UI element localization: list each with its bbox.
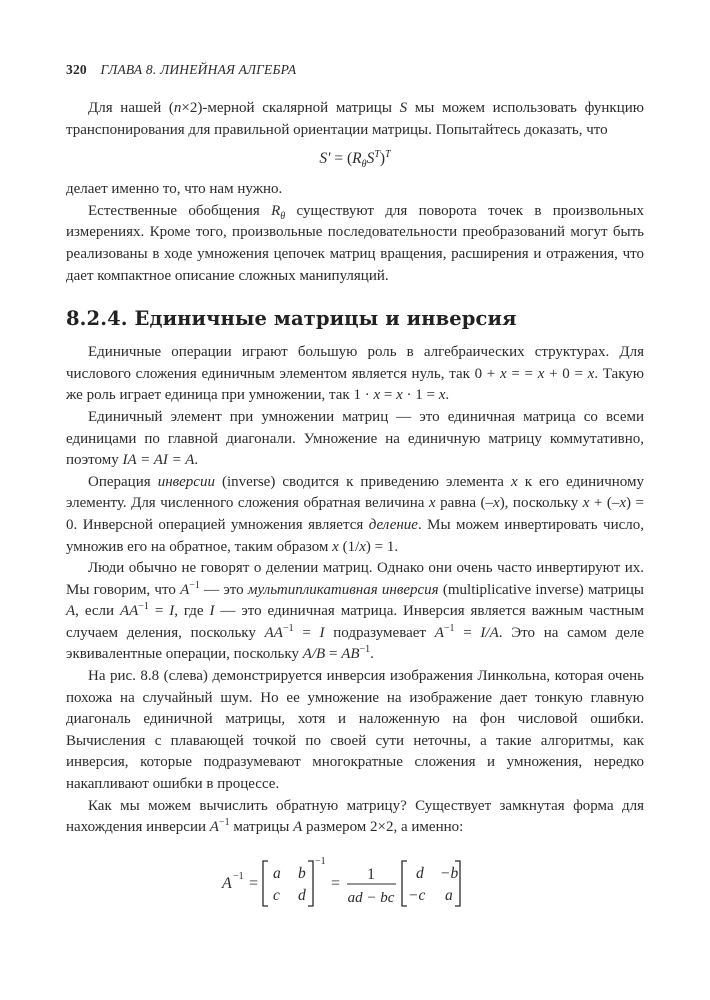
page-number: 320 xyxy=(66,62,87,77)
page-body xyxy=(66,98,644,913)
paragraph-generalizations: Естественные обобщения $R_\theta$ существуют для поворота точек в произвольных измерениях. Кроме того, произвольные последовательности преобразований могут быть реализованы в ходе умножения цепочек матриц вращения, расширения и отражения, что дает компактное описание сложных манипуляций. xyxy=(66,202,644,284)
matrix1-sup: −1 xyxy=(315,855,326,867)
paragraph-closed-form: Как мы можем вычислить обратную матрицу? Существует замкнутая форма для нахождения инверсии $A^{-1}$ матрицы A размером 2×2, а именно: xyxy=(66,797,644,836)
paragraph-lincoln-figure: На рис. 8.8 (слева) демонстрируется инверсия изображения Линкольна, которая очень похожа на случайный шум. Но ее умножение на изображение дает тонкую главную диагональ единичной матрицы, хотя и наложенную на фон числовой ошибки. Вычисления с плавающей точкой по своей сути неточны, а такие алгоритмы, как инверсия, которые подразумевают многократные сложения и умножения, нередко накапливают ошибки в процессе. xyxy=(66,668,644,793)
matrix1-left-bracket xyxy=(263,861,268,906)
matrix2-cell-d: d xyxy=(416,864,424,882)
fraction-numerator: 1 xyxy=(367,865,375,883)
equals-2: = xyxy=(331,874,341,892)
matrix1-right-bracket xyxy=(308,861,313,906)
formula-inverse-svg xyxy=(216,853,496,913)
matrix1-cell-b: b xyxy=(298,864,306,882)
lhs-sup: −1 xyxy=(233,870,244,882)
paragraph-identity-matrix: Единичный элемент при умножении матриц — это единичная матрица со всеми единицами по главной диагонали. Умножение на единичную матрицу коммутативно, поэтому IA = AI = A. xyxy=(66,408,644,469)
matrix2-cell-neg-b: −b xyxy=(440,864,459,882)
paragraph-inversion: Операция инверсии (inverse) сводится к приведению элемента x к его единичному элементу. Для численного сложения обратная величина x равна (–x), поскольку x + (–x) = 0. Инверсной операцией умножения является деление. Мы можем инвертировать число, умножив его на обратное, таким образом x (1/x) = 1. xyxy=(66,473,644,555)
matrix1-cell-a: a xyxy=(273,864,281,882)
paragraph-identity-operations: Единичные операции играют большую роль в алгебраических структурах. Для числового сложения единичным элементом является нуль, так 0 + x = = x + 0 = x. Такую же роль играет единица при умножении, так 1 · x = x · 1 = x. xyxy=(66,344,644,404)
matrix2-left-bracket xyxy=(402,861,407,906)
running-header xyxy=(66,62,296,78)
equals-1: = xyxy=(249,874,259,892)
paragraph-matrix-division: Люди обычно не говорят о делении матриц. Однако они очень часто инвертируют их. Мы говорим, что $A^{-1}$ — это мультипликативная инверсия (multiplicative inverse) матрицы A, если $AA^{-1} = I$, где I — это единичная матрица. Инверсия является важным частным случаем деления, поскольку $AA^{-1} = I$ подразумевает $A^{-1} = I/A$. Это на самом деле эквивалентные операции, поскольку $A/B = AB^{-1}$. xyxy=(66,560,644,663)
lhs-A: A xyxy=(222,874,232,892)
fraction-denominator: ad − bc xyxy=(347,889,395,906)
chapter-title: ГЛАВА 8. ЛИНЕЙНАЯ АЛГЕБРА xyxy=(100,62,297,77)
matrix1-cell-c: c xyxy=(273,886,280,904)
section-heading: 8.2.4. Единичные матрицы и инверсия xyxy=(66,307,517,331)
matrix1-cell-d: d xyxy=(298,886,306,904)
matrix2-cell-a: a xyxy=(445,886,453,904)
paragraph-scalar-matrix: Для нашей (n×2)-мерной скалярной матрицы S мы можем использовать функцию транспонирования для правильной ориентации матрицы. Попытайтесь доказать, что xyxy=(66,100,644,138)
matrix2-cell-neg-c: −c xyxy=(408,886,426,904)
formula-transpose: $S' = (R_\theta S^T)^T$ xyxy=(319,149,391,171)
paragraph-does-what-needed: делает именно то, что нам нужно. xyxy=(66,181,283,198)
formula-inverse-2x2 xyxy=(66,853,644,913)
